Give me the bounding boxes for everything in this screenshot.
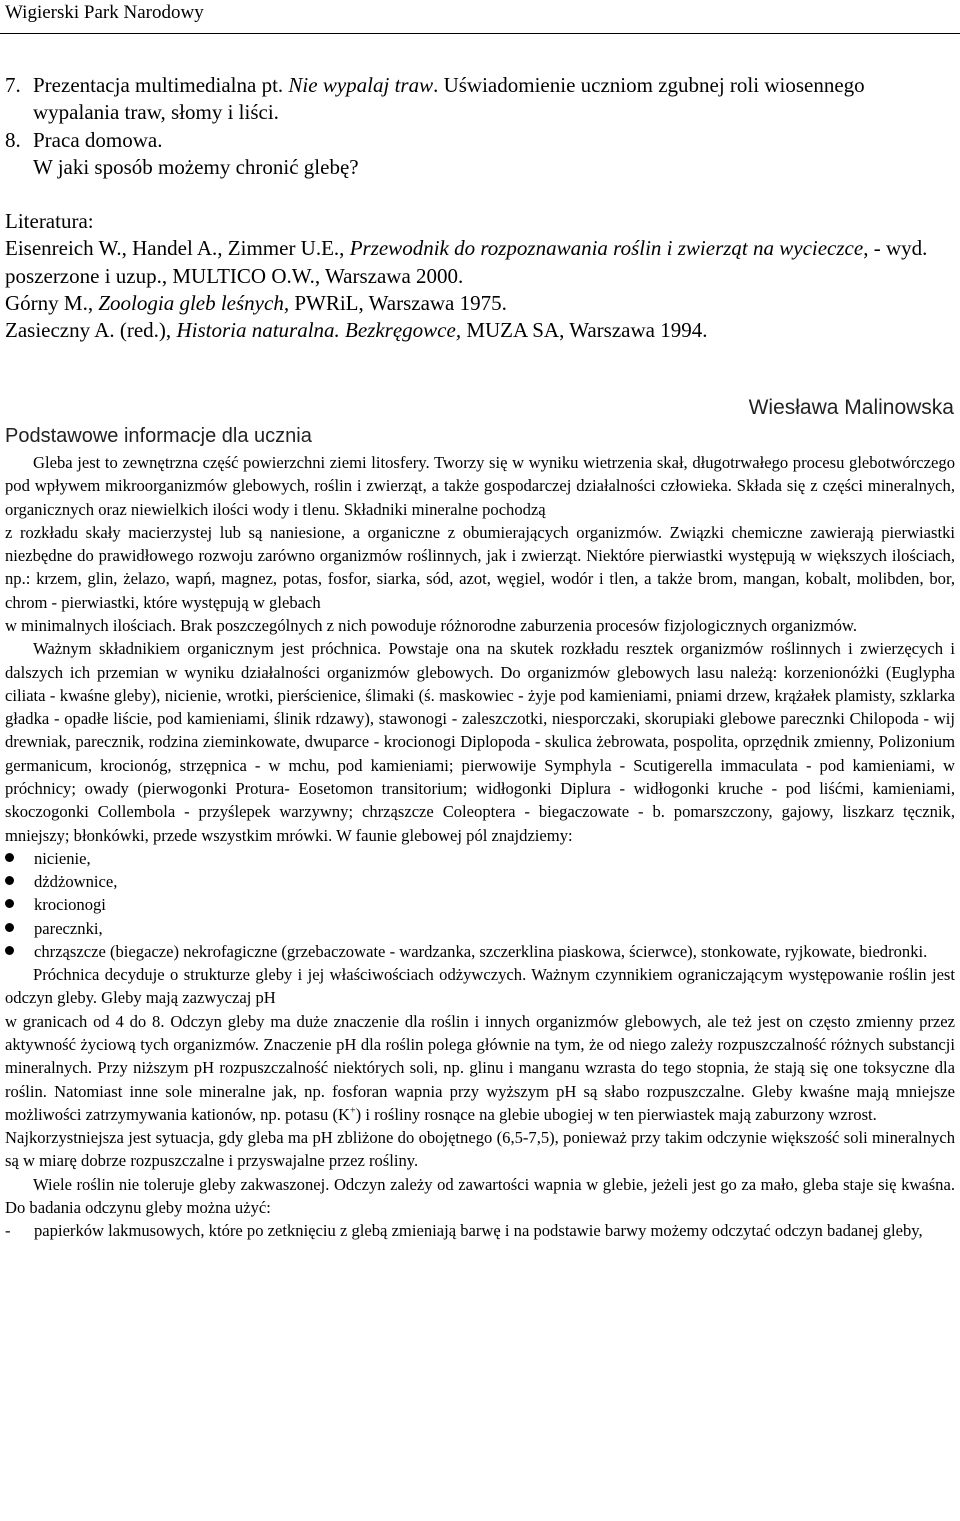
- header-rule: [0, 33, 960, 34]
- list-item-7: [5, 72, 953, 127]
- paragraph: w granicach od 4 do 8. Odczyn gleby ma duże znaczenie dla roślin i innych organizmów glebowych, ale też jest on często zmienny przez aktywność życiową tych organizmów. Znaczenie pH dla roślin polega głównie na tym, że od niego zależy rozpuszczalność różnych substancji mineralnych. Przy niższym pH rozpuszczalność niektórych soli, np. glinu i manganu wzrasta do tego stopnia, że stają się one toksyczne dla roślin. Natomiast inne sole mineralne jak, np. fosforan wapnia przy wyższym pH są słabo rozpuszczalne. Gleby kwaśne mają mniejsze możliwości zatrzymywania kationów, np. potasu (K+) i rośliny rosnące na glebie ubogiej w ten pierwiastek mają zaburzony wzrost.: [5, 1011, 955, 1124]
- item-number: 8.: [5, 127, 21, 152]
- paragraph: Ważnym składnikiem organicznym jest próchnica. Powstaje ona na skutek rozkładu resztek organizmów roślinnych i zwierzęcych i dalszych ich przemian w wyniku działalności organizmów glebowych. Do organizmów glebowych lasu należą: korzenionóżki (Euglypha ciliata - kwaśne gleby), nicienie, wrotki, pierścienice, ślimaki (ś. maskowiec - żyje pod kamieniami, pniami drzew, krążałek plamisty, szklarka gładka - opadłe liście, pod kamieniami, ślinik rdzawy), stawonogi - zaleszczotki, niesporczaki, skorupiaki glebowe parecznki Chilopoda - wij drewniak, parecznik, rodzina zieminkowate, dwuparce - krocionogi Diplopoda - skulica żebrowata, pospolita, oprzędnik zmienny, Polizonium germanicum, krocionóg, strzępnica - w mchu, pod kamieniami; pierwowije Symphyla - Scutigerella immaculata - pod kamieniami, w próchnicy; owady (pierwogonki Protura- Eosetomon transitorium; widłogonki Diplura - widłogonki kruche - pod liśćmi, kamieniami, skoczogonki Collembola - przyślepek warzywny; chrząszcze Coleoptera - biegaczowate - b. pomarszczony, gajowy, liszkarz tęcznik, mniejszy; błonkówki, przede wszystkim mrówki. W faunie glebowej pól znajdziemy:: [5, 639, 955, 845]
- literature-entry: Zasieczny A. (red.), Historia naturalna. Bezkręgowce, MUZA SA, Warszawa 1994.: [5, 318, 708, 343]
- literature-heading: Literatura:: [5, 209, 94, 234]
- section-subtitle: Podstawowe informacje dla ucznia: [5, 425, 312, 447]
- lesson-section: [5, 72, 953, 345]
- item-text: Praca domowa.: [33, 127, 163, 152]
- list-item: dżdżownice,: [5, 870, 955, 893]
- paragraph: z rozkładu skały macierzystej lub są naniesione, a organiczne z obumierających organizmów. Związki chemiczne zawierają pierwiastki niezbędne do prawidłowego rozwoju zarówno organizmów roślinnych, jak i zwierząt. Niektóre pierwiastki występują w większych ilościach, np.: krzem, glin, żelazo, wapń, magnez, potas, fosfor, siarka, sód, azot, węgiel, wodór i tlen, a także brom, mangan, kobalt, molibden, bor, chrom - pierwiastki, które występują w glebach: [5, 522, 955, 612]
- article-body: [5, 451, 955, 1243]
- dash-list-item: - papierków lakmusowych, które po zetknięciu z glebą zmieniają barwę i na podstawie barwy możemy odczytać odczyn badanej gleby,: [5, 1219, 955, 1242]
- list-item: nicienie,: [5, 847, 955, 870]
- page-header: Wigierski Park Narodowy: [5, 2, 204, 23]
- paragraph: Próchnica decyduje o strukturze gleby i jej właściwościach odżywczych. Ważnym czynnikiem ograniczającym występowanie roślin jest odczyn gleby. Gleby mają zazwyczaj pH: [5, 965, 955, 1008]
- superscript: +: [350, 1105, 356, 1117]
- bullet-icon: [5, 876, 14, 885]
- list-item: parecznki,: [5, 917, 955, 940]
- item-text: Prezentacja multimedialna pt. Nie wypalaj traw. Uświadomienie uczniom zgubnej roli wiosennego wypalania traw, słomy i liści.: [33, 73, 865, 125]
- fauna-list: [5, 847, 955, 963]
- bullet-icon: [5, 853, 14, 862]
- paragraph: Wiele roślin nie toleruje gleby zakwaszonej. Odczyn zależy od zawartości wapnia w glebie, jeżeli jest go za mało, gleba staje się kwaśna. Do badania odczynu gleby można użyć:: [5, 1174, 955, 1217]
- presentation-title: Nie wypalaj traw: [288, 73, 434, 97]
- list-item-8: [5, 127, 953, 154]
- list-item: krocionogi: [5, 893, 955, 916]
- homework-question: W jaki sposób możemy chronić glebę?: [33, 154, 359, 179]
- paragraph: w minimalnych ilościach. Brak poszczególnych z nich powoduje różnorodne zaburzenia procesów fizjologicznych organizmów.: [5, 615, 857, 635]
- bullet-icon: [5, 923, 14, 932]
- item-number: 7.: [5, 73, 21, 97]
- paragraph: Najkorzystniejsza jest sytuacja, gdy gleba ma pH zbliżone do obojętnego (6,5-7,5), ponieważ przy takim odczynie większość soli mineralnych są w miarę dobrze rozpuszczalne i przyswajalne przez rośliny.: [5, 1128, 955, 1171]
- bullet-icon: [5, 899, 14, 908]
- bullet-icon: [5, 946, 14, 955]
- paragraph: Gleba jest to zewnętrzna część powierzchni ziemi litosfery. Tworzy się w wyniku wietrzenia skał, długotrwałego procesu glebotwórczego pod wpływem mikroorganizmów glebowych, roślin i zwierząt, a także gospodarczej działalności człowieka. Składa się z części mineralnych, organicznych oraz niewielkich ilości wody i tlenu. Składniki mineralne pochodzą: [5, 453, 955, 519]
- author-name: Wiesława Malinowska: [748, 396, 954, 419]
- spacer: [5, 181, 953, 208]
- list-item: chrząszcze (biegacze) nekrofagiczne (grzebaczowate - wardzanka, szczerklina piaskowa, ścierwce), stonkowate, ryjkowate, biedronki.: [5, 940, 955, 963]
- dash-marker: -: [5, 1221, 11, 1241]
- literature-entry: Eisenreich W., Handel A., Zimmer U.E., Przewodnik do rozpoznawania roślin i zwierząt na wycieczce, - wyd. poszerzone i uzup., MULTICO O.W., Warszawa 2000.: [5, 236, 928, 288]
- literature-entry: Górny M., Zoologia gleb leśnych, PWRiL, Warszawa 1975.: [5, 291, 507, 316]
